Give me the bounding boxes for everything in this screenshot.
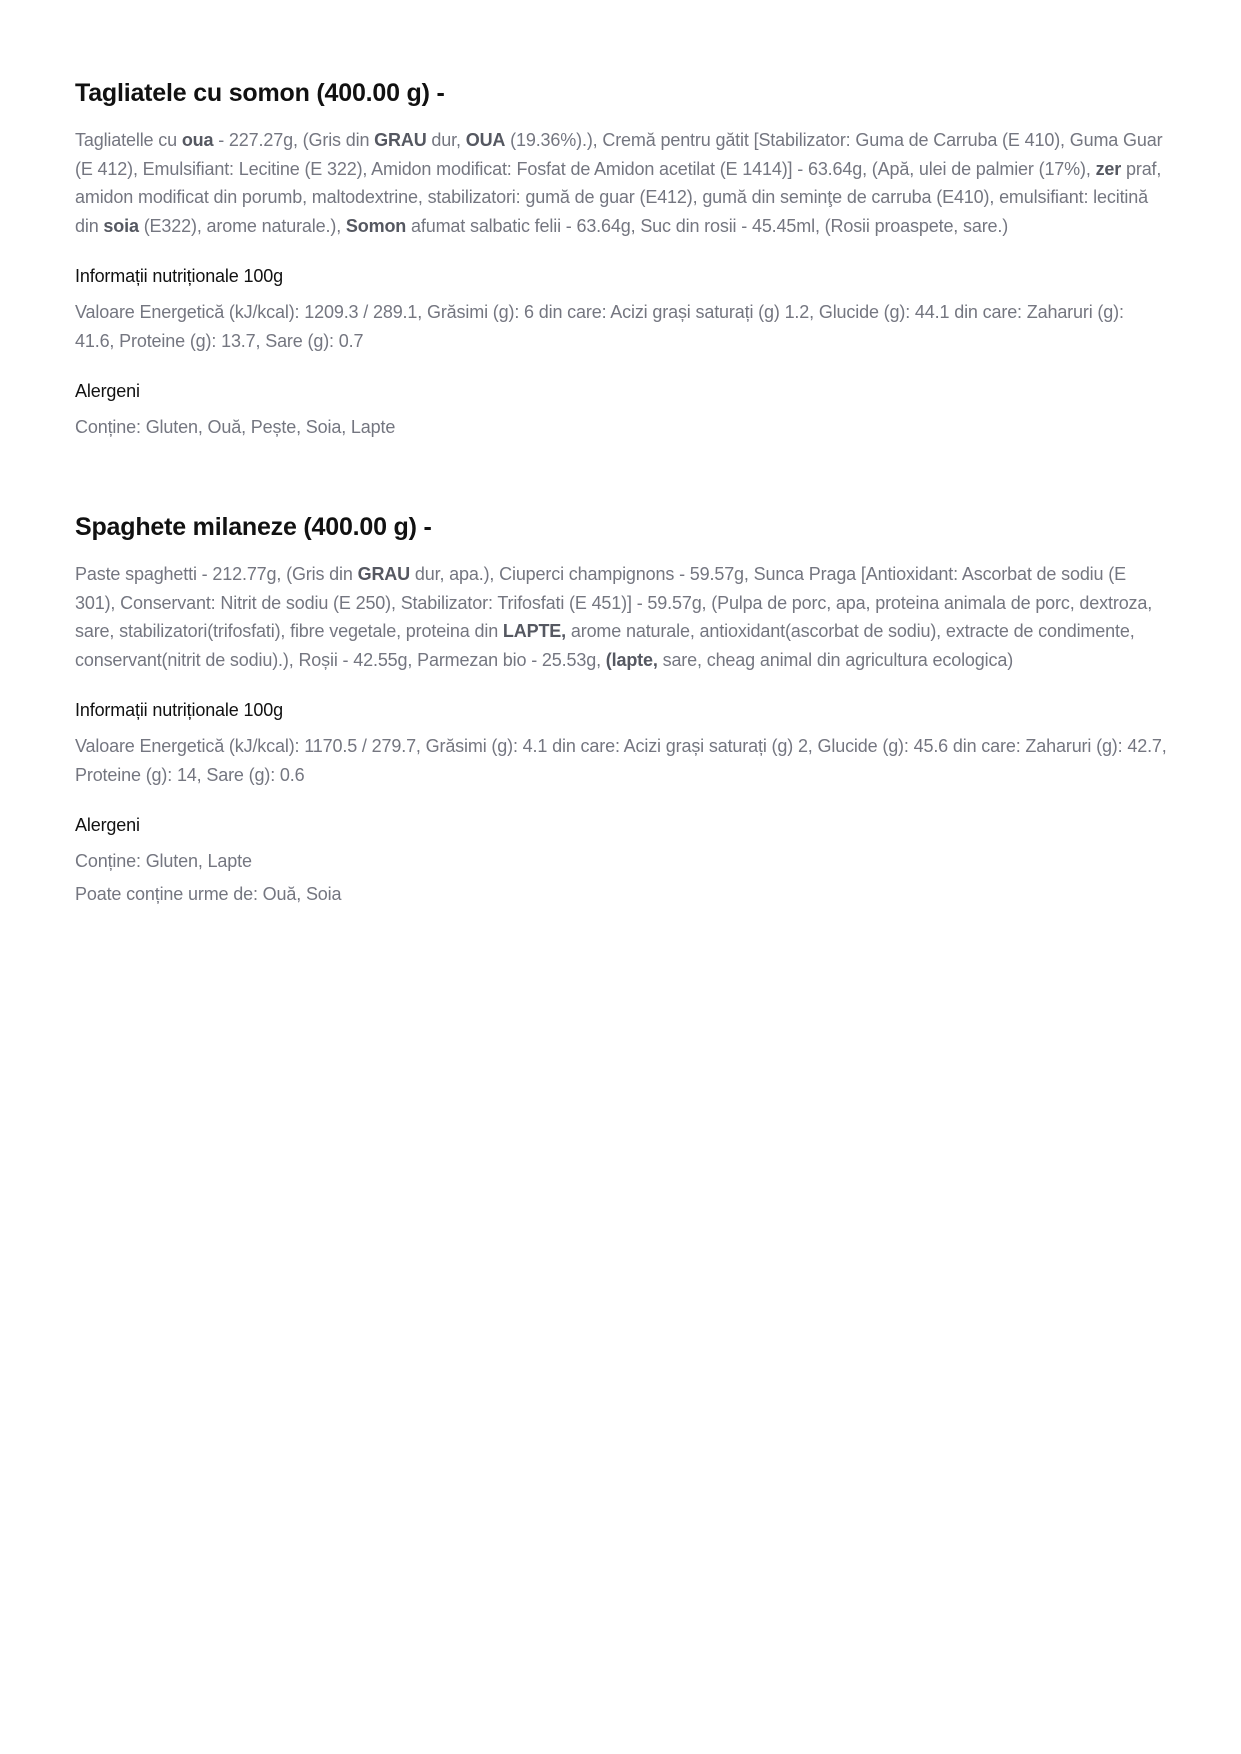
ingredients-text: Paste spaghetti - 212.77g, (Gris din GRAU dur, apa.), Ciuperci champignons - 59.57g, Sunca Praga [Antioxidant: Ascorbat de sodiu (E 301), Conservant: Nitrit de sodiu (E 250), Stabilizator: Trifosfati (E 451)] - 59.57g, (Pulpa de porc, apa, proteina animala de porc, dextroza, sare, stabilizatori(trifosfati), fibre vegetale, proteina din LAPTE, arome naturale, antioxidant(ascorbat de sodiu), extracte de condimente, conservant(nitrit de sodiu).), Roșii - 42.55g, Parmezan bio - 25.53g, (lapte, sare, cheag animal din agricultura ecologica): [75, 564, 1153, 670]
product-tagliatele-cu-somon: [75, 78, 1167, 442]
allergen-may-contain: Poate conține urme de: Ouă, Soia: [75, 883, 342, 904]
allergens-heading: Alergeni: [75, 815, 140, 835]
ingredient-allergen-highlight: OUA: [465, 130, 506, 151]
product-spaghete-milaneze: [75, 512, 1167, 908]
allergens-heading: Alergeni: [75, 381, 140, 402]
ingredient-allergen-highlight: (lapte,: [605, 649, 658, 670]
nutrition-heading: Informații nutriționale 100g: [75, 266, 283, 287]
allergen-contains: Conține: Gluten, Lapte: [75, 851, 252, 871]
product-title: Spaghete milaneze (400.00 g) -: [75, 512, 432, 541]
nutrition-values: Valoare Energetică (kJ/kcal): 1170.5 / 279.7, Grăsimi (g): 4.1 din care: Acizi grași saturați (g) 2, Glucide (g): 45.6 din care: Zaharuri (g): 42.7, Proteine (g): 14, Sare (g): 0.6: [75, 736, 1167, 785]
ingredient-allergen-highlight: Somon: [345, 215, 407, 236]
ingredient-allergen-highlight: zer: [1095, 158, 1122, 179]
ingredient-allergen-highlight: oua: [181, 130, 214, 151]
allergen-contains: Conține: Gluten, Ouă, Pește, Soia, Lapte: [75, 417, 396, 438]
product-title: Tagliatele cu somon (400.00 g) -: [75, 79, 445, 107]
ingredient-allergen-highlight: GRAU: [357, 564, 411, 584]
ingredients-text: Tagliatelle cu oua - 227.27g, (Gris din GRAU dur, OUA (19.36%).), Cremă pentru gătit [Stabilizator: Guma de Carruba (E 410), Guma Guar (E 412), Emulsifiant: Lecitine (E 322), Amidon modificat: Fosfat de Amidon acetilat (E 1414)] - 63.64g, (Apă, ulei de palmier (17%), zer praf, amidon modificat din porumb, maltodextrine, stabilizatori: gumă de guar (E412), gumă din seminţe de carruba (E410), emulsifiant: lecitină din soia (E322), arome naturale.), Somon afumat salbatic felii - 63.64g, Suc din rosii - 45.45ml, (Rosii proaspete, sare.): [75, 130, 1163, 236]
nutrition-values: Valoare Energetică (kJ/kcal): 1209.3 / 289.1, Grăsimi (g): 6 din care: Acizi grași saturați (g) 1.2, Glucide (g): 44.1 din care: Zaharuri (g): 41.6, Proteine (g): 13.7, Sare (g): 0.7: [75, 302, 1124, 351]
ingredient-allergen-highlight: soia: [103, 215, 139, 236]
nutrition-heading: Informații nutriționale 100g: [75, 700, 283, 720]
ingredient-allergen-highlight: LAPTE,: [502, 621, 567, 641]
ingredient-allergen-highlight: GRAU: [374, 130, 427, 151]
document-page: [75, 78, 1167, 908]
